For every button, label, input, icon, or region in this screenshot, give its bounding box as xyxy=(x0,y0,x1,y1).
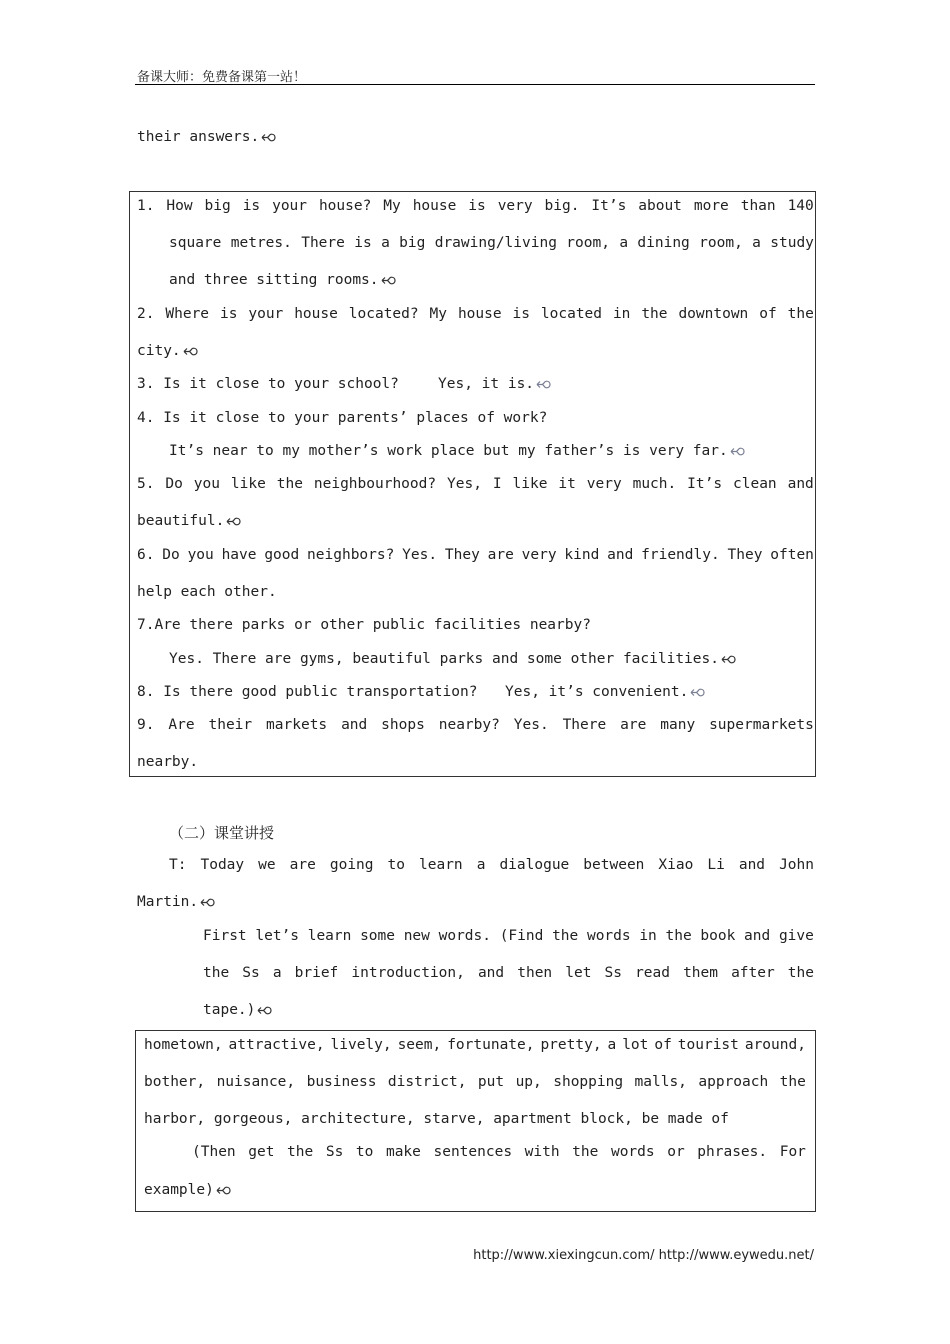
word: It’s xyxy=(591,198,627,214)
word: the xyxy=(203,965,230,981)
word: They xyxy=(444,547,480,563)
word: 6. xyxy=(137,547,155,563)
word: My xyxy=(383,198,401,214)
word: district, xyxy=(387,1074,467,1090)
word: They xyxy=(727,547,763,563)
return-mark-icon xyxy=(721,655,736,664)
qa-q7-question: 7.Are there parks or other public facilities nearby? xyxy=(137,617,591,633)
word: give xyxy=(778,928,814,944)
header-divider xyxy=(135,84,815,85)
word: dining xyxy=(637,235,690,251)
intro-text: their answers. xyxy=(137,129,260,145)
teacher-line2 xyxy=(137,894,215,910)
qa-q1-text3: and three sitting rooms. xyxy=(169,272,379,288)
word: Yes, xyxy=(447,476,482,492)
word: Today xyxy=(200,857,245,873)
word: in xyxy=(612,306,631,322)
word: are xyxy=(620,717,647,733)
word: new xyxy=(403,928,430,944)
page-footer-links: http://www.xiexingcun.com/ http://www.eywedu.net/ xyxy=(473,1248,814,1263)
word: it xyxy=(558,476,576,492)
qa-q4-question: 4. Is it close to your parents’ places of work? xyxy=(137,410,548,426)
word: are xyxy=(289,857,316,873)
word: drawing/living xyxy=(434,235,557,251)
word: and xyxy=(787,476,814,492)
word: more xyxy=(693,198,729,214)
word: located? xyxy=(348,306,419,322)
word: is xyxy=(512,306,530,322)
vocab-line5 xyxy=(144,1182,231,1198)
word: attractive, xyxy=(228,1037,325,1053)
return-mark-icon xyxy=(183,347,198,356)
word: 9. xyxy=(137,717,155,733)
word: your xyxy=(272,198,308,214)
word: the xyxy=(641,306,668,322)
word: their xyxy=(208,717,253,733)
word: I xyxy=(492,476,502,492)
word: and xyxy=(477,965,505,981)
qa-q1-line1 xyxy=(137,198,814,214)
word: is xyxy=(354,235,372,251)
word: Ss xyxy=(604,965,622,981)
word: seem, xyxy=(397,1037,442,1053)
word: First xyxy=(203,928,247,944)
word: Yes. xyxy=(513,717,549,733)
word: malls, xyxy=(634,1074,687,1090)
qa-q7-answer-text: Yes. There are gyms, beautiful parks and some other facilities. xyxy=(169,651,719,667)
word: lively, xyxy=(330,1037,392,1053)
word: It’s xyxy=(687,476,723,492)
qa-q2-line2 xyxy=(137,343,198,359)
vocab-line1 xyxy=(144,1037,806,1053)
teacher-para-line3 xyxy=(203,1002,272,1018)
word: good xyxy=(264,547,300,563)
word: Do xyxy=(165,476,183,492)
word: 2. xyxy=(137,306,155,322)
word: There xyxy=(562,717,607,733)
word: nearby? xyxy=(438,717,500,733)
word: words xyxy=(586,928,631,944)
word: words xyxy=(610,1144,655,1160)
vocab-line3: harbor, gorgeous, architecture, starve, apartment block, be made of xyxy=(144,1111,729,1127)
word: often xyxy=(770,547,814,563)
word: Ss xyxy=(242,965,260,981)
qa-q2-text2: city. xyxy=(137,343,181,359)
word: your xyxy=(248,306,284,322)
word: very xyxy=(586,476,622,492)
teacher-para-text3: tape.) xyxy=(203,1002,256,1018)
qa-q9-line2: nearby. xyxy=(137,754,199,770)
word: with xyxy=(524,1144,560,1160)
return-mark-icon xyxy=(261,133,276,142)
qa-q5-line1 xyxy=(137,476,814,492)
word: many xyxy=(660,717,696,733)
intro-line xyxy=(137,129,276,145)
word: much. xyxy=(632,476,677,492)
word: we xyxy=(258,857,276,873)
word: room, xyxy=(699,235,743,251)
word: shopping xyxy=(553,1074,624,1090)
word: big. xyxy=(544,198,580,214)
word: them xyxy=(683,965,718,981)
word: There xyxy=(301,235,345,251)
word: get xyxy=(248,1144,275,1160)
word: a xyxy=(381,235,390,251)
word: Where xyxy=(165,306,210,322)
return-mark-icon xyxy=(536,380,551,389)
word: like xyxy=(230,476,266,492)
word: Yes. xyxy=(402,547,438,563)
word: book xyxy=(700,928,736,944)
word: some xyxy=(360,928,395,944)
return-mark-icon xyxy=(216,1186,231,1195)
word: (Then xyxy=(192,1144,236,1160)
word: the xyxy=(787,965,814,981)
word: Li xyxy=(707,857,725,873)
word: the xyxy=(665,928,692,944)
qa-q4-answer-text: It’s near to my mother’s work place but my father’s is very far. xyxy=(169,443,728,459)
teacher-text2: Martin. xyxy=(137,894,199,910)
word: house xyxy=(294,306,338,322)
qa-q8-question: 8. Is there good public transportation? xyxy=(137,684,478,700)
return-mark-icon xyxy=(730,447,745,456)
word: the xyxy=(287,1144,314,1160)
word: lot xyxy=(622,1037,649,1053)
word: neighbourhood? xyxy=(313,476,437,492)
word: a xyxy=(272,965,282,981)
qa-q3-question: 3. Is it close to your school? xyxy=(137,376,399,392)
word: brief xyxy=(294,965,339,981)
word: downtown xyxy=(678,306,749,322)
word: around, xyxy=(744,1037,806,1053)
word: friendly. xyxy=(641,547,720,563)
word: learn xyxy=(419,857,463,873)
return-mark-icon xyxy=(257,1006,272,1015)
word: of xyxy=(759,306,777,322)
word: the xyxy=(552,928,579,944)
word: the xyxy=(276,476,303,492)
word: let xyxy=(565,965,592,981)
word: introduction, xyxy=(351,965,465,981)
word: sentences xyxy=(433,1144,513,1160)
word: going xyxy=(329,857,374,873)
word: big xyxy=(204,198,231,214)
word: markets xyxy=(266,717,328,733)
word: let’s xyxy=(255,928,300,944)
word: house? xyxy=(318,198,372,214)
qa-q5-text2: beautiful. xyxy=(137,513,225,529)
vocab-line4 xyxy=(192,1144,806,1160)
word: phrases. xyxy=(697,1144,768,1160)
qa-q1-line3 xyxy=(169,272,396,288)
word: For xyxy=(779,1144,806,1160)
word: to xyxy=(387,857,405,873)
word: nuisance, xyxy=(216,1074,296,1090)
word: you xyxy=(187,547,214,563)
return-mark-icon xyxy=(690,688,705,697)
word: and xyxy=(341,717,368,733)
word: shops xyxy=(381,717,425,733)
word: Are xyxy=(168,717,195,733)
word: located xyxy=(540,306,603,322)
word: between xyxy=(583,857,645,873)
vocab-text5: example) xyxy=(144,1182,214,1198)
word: 5. xyxy=(137,476,155,492)
word: are xyxy=(487,547,514,563)
page-header-text: 备课大师：免费备课第一站！ xyxy=(137,70,307,85)
word: study xyxy=(770,235,814,251)
word: have xyxy=(221,547,257,563)
word: make xyxy=(385,1144,421,1160)
word: Xiao xyxy=(658,857,694,873)
word: read xyxy=(635,965,670,981)
word: a xyxy=(752,235,761,251)
teacher-para-line2 xyxy=(203,965,814,981)
word: Do xyxy=(162,547,180,563)
qa-q5-line2 xyxy=(137,513,241,529)
word: pretty, xyxy=(540,1037,602,1053)
word: up, xyxy=(515,1074,542,1090)
word: square xyxy=(169,235,222,251)
word: and xyxy=(744,928,771,944)
word: T: xyxy=(169,857,187,873)
word: learn xyxy=(307,928,352,944)
word: 140 xyxy=(787,198,814,214)
word: and xyxy=(607,547,634,563)
word: (Find xyxy=(499,928,544,944)
word: the xyxy=(787,306,814,322)
section-title: （二）课堂讲授 xyxy=(169,824,275,842)
word: to xyxy=(355,1144,374,1160)
word: you xyxy=(193,476,220,492)
word: a xyxy=(607,1037,617,1053)
word: neighbors? xyxy=(307,547,395,563)
qa-q7-answer xyxy=(169,651,736,667)
word: very xyxy=(521,547,557,563)
qa-q4-answer xyxy=(169,443,745,459)
word: hometown, xyxy=(144,1037,223,1053)
qa-q3-answer-text: Yes, it is. xyxy=(438,376,535,392)
word: tourist xyxy=(677,1037,739,1053)
word: of xyxy=(654,1037,672,1053)
teacher-para-line1 xyxy=(203,928,814,944)
word: big xyxy=(399,235,426,251)
word: My xyxy=(429,306,448,322)
word: after xyxy=(731,965,775,981)
word: the xyxy=(779,1074,806,1090)
word: fortunate, xyxy=(447,1037,535,1053)
word: house xyxy=(457,306,502,322)
word: metres. xyxy=(230,235,292,251)
word: dialogue xyxy=(499,857,570,873)
word: house xyxy=(412,198,457,214)
word: supermarkets xyxy=(709,717,814,733)
word: the xyxy=(572,1144,599,1160)
word: about xyxy=(638,198,682,214)
word: is xyxy=(219,306,238,322)
word: Ss xyxy=(325,1144,344,1160)
word: a xyxy=(476,857,486,873)
word: then xyxy=(517,965,553,981)
word: approach xyxy=(698,1074,769,1090)
word: 1. xyxy=(137,198,155,214)
word: clean xyxy=(733,476,777,492)
return-mark-icon xyxy=(381,276,396,285)
return-mark-icon xyxy=(226,517,241,526)
word: is xyxy=(468,198,486,214)
word: John xyxy=(779,857,814,873)
word: and xyxy=(738,857,766,873)
qa-q6-line1 xyxy=(137,547,814,563)
word: bother, xyxy=(144,1074,206,1090)
teacher-line1 xyxy=(169,857,814,873)
qa-q9-line1 xyxy=(137,717,814,733)
word: very xyxy=(497,198,533,214)
word: words. xyxy=(438,928,491,944)
word: than xyxy=(740,198,776,214)
vocab-line2 xyxy=(144,1074,806,1090)
word: kind xyxy=(564,547,600,563)
word: or xyxy=(667,1144,685,1160)
qa-q6-line2: help each other. xyxy=(137,584,277,600)
qa-q8-answer xyxy=(505,684,705,700)
word: in xyxy=(639,928,657,944)
word: room, xyxy=(566,235,610,251)
qa-q1-line2 xyxy=(169,235,814,251)
word: put xyxy=(477,1074,505,1090)
word: a xyxy=(619,235,629,251)
word: like xyxy=(512,476,548,492)
word: is xyxy=(242,198,261,214)
word: business xyxy=(306,1074,377,1090)
qa-q3-answer xyxy=(438,376,551,392)
return-mark-icon xyxy=(200,898,215,907)
qa-q2-line1 xyxy=(137,306,814,322)
word: How xyxy=(166,198,193,214)
qa-q8-answer-text: Yes, it’s convenient. xyxy=(505,684,689,700)
